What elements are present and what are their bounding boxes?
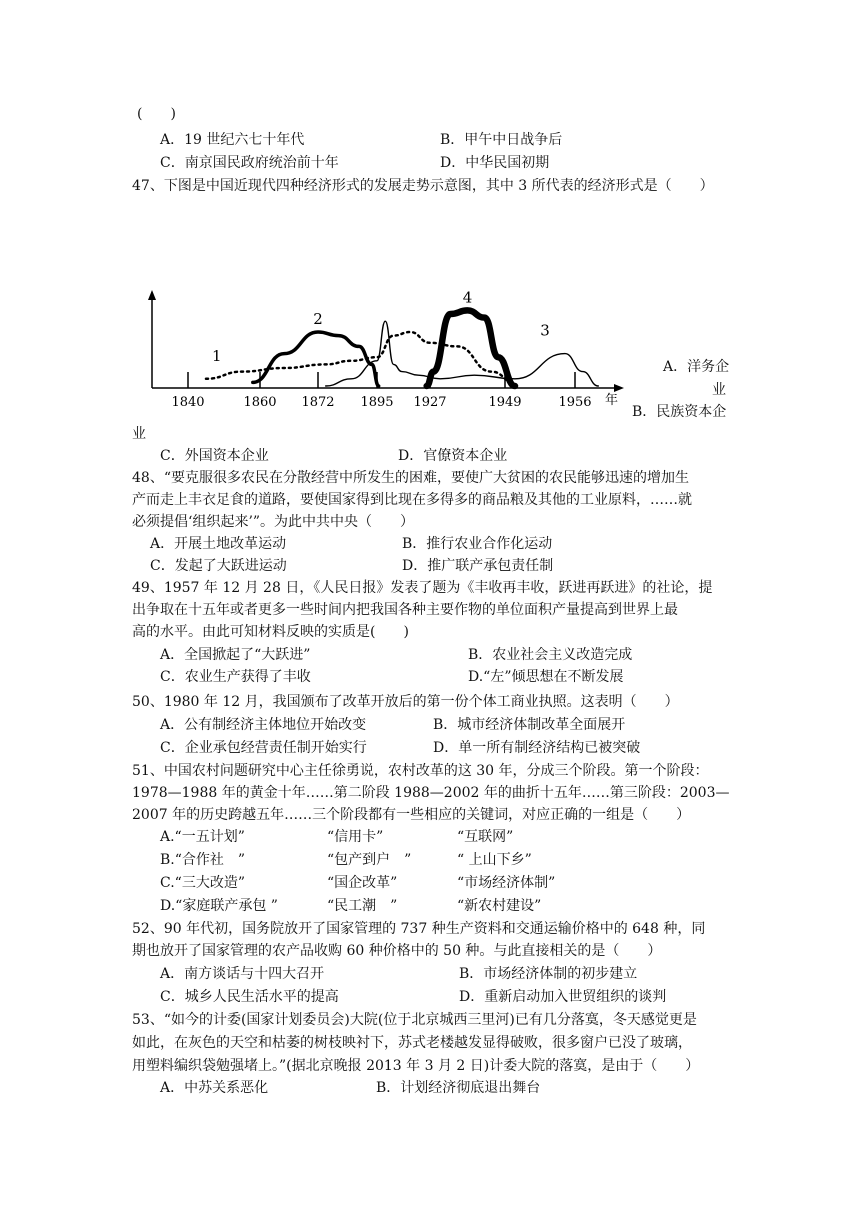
q51-line-2: 1978—1988 年的黄金十年……第二阶段 1988—2002 年的曲折十五年……第三阶段：2003—	[132, 785, 730, 801]
q47-option-b-cont: 业	[132, 426, 146, 442]
q51-option-c-2: “国企改革”	[327, 875, 398, 891]
series-label-4: 4	[462, 288, 473, 307]
q46-stem-tail: ( )	[137, 106, 176, 122]
q49-option-d[interactable]: D.“左”倾思想在不断发展	[468, 669, 624, 685]
q47-option-b[interactable]: B．民族资本企	[632, 404, 727, 420]
q50-option-b[interactable]: B．城市经济体制改革全面展开	[433, 717, 626, 733]
q47-stem: 47、下图是中国近现代四种经济形式的发展走势示意图，其中 3 所代表的经济形式是（ ）	[132, 178, 714, 194]
q51-option-c-3: “市场经济体制”	[457, 875, 556, 891]
q50-option-c[interactable]: C．企业承包经营责任制开始实行	[160, 740, 367, 756]
q49-option-c[interactable]: C．农业生产获得了丰收	[160, 669, 311, 685]
q48-line-2: 产而走上丰衣足食的道路，要使国家得到比现在多得多的商品粮及其他的工业原料，……就	[132, 492, 692, 508]
q46-option-b[interactable]: B．甲午中日战争后	[440, 132, 563, 148]
q48-line-3: 必须提倡‘组织起来’”。为此中共中央（ ）	[132, 514, 415, 530]
q53-option-b[interactable]: B．计划经济彻底退出舞台	[376, 1080, 541, 1096]
x-tick-label-1949: 1949	[488, 395, 522, 410]
q50-option-d[interactable]: D．单一所有制经济结构已被突破	[433, 740, 641, 756]
x-tick-label-1860: 1860	[243, 395, 277, 410]
x-axis-unit: 年	[605, 393, 619, 408]
x-tick-label-1927: 1927	[413, 395, 447, 410]
q51-option-a-2: “信用卡”	[327, 829, 384, 845]
q53-line-1: 53、“如今的计委(国家计划委员会)大院(位于北京城西三里河)已有几分落寞，冬天感觉更是	[132, 1012, 697, 1028]
series-label-3: 3	[540, 321, 550, 340]
q51-option-a-3: “互联网”	[457, 829, 514, 845]
q51-option-b-3: “ 上山下乡”	[457, 852, 532, 868]
x-tick-label-1872: 1872	[301, 395, 335, 410]
x-tick-label-1840: 1840	[171, 395, 205, 410]
q52-option-c[interactable]: C．城乡人民生活水平的提高	[160, 989, 339, 1005]
q47-option-a-cont: 业	[712, 382, 726, 398]
q48-option-d[interactable]: D．推广联产承包责任制	[402, 558, 554, 574]
series-label-1: 1	[212, 346, 222, 365]
q52-line-2: 期也放开了国家管理的农产品收购 60 种价格中的 50 种。与此直接相关的是（ ）	[132, 943, 662, 959]
x-axis-arrow	[614, 384, 624, 392]
q52-option-a[interactable]: A．南方谈话与十四大召开	[160, 966, 325, 982]
q48-line-1: 48、“要克服很多农民在分散经营中所发生的困难，要使广大贫困的农民能够迅速的增加生	[132, 470, 689, 486]
x-tick-label-1895: 1895	[360, 395, 394, 410]
q49-option-b[interactable]: B．农业社会主义改造完成	[468, 647, 633, 663]
y-axis-arrow	[148, 290, 156, 300]
q46-option-a[interactable]: A．19 世纪六七十年代	[160, 132, 305, 148]
q47-option-d[interactable]: D．官僚资本企业	[398, 448, 508, 464]
series-label-2: 2	[313, 310, 323, 328]
q48-option-c[interactable]: C．发起了大跃进运动	[150, 558, 287, 574]
q46-option-d[interactable]: D．中华民国初期	[440, 155, 550, 171]
q53-line-3: 用塑料编织袋勉强堵上。”(据北京晚报 2013 年 3 月 2 日)计委大院的落寞，是由于（ ）	[132, 1058, 700, 1074]
q51-line-3: 2007 年的历史跨越五年……三个阶段都有一些相应的关键词，对应正确的一组是（ ）	[132, 807, 691, 823]
q46-option-c[interactable]: C．南京国民政府统治前十年	[160, 155, 339, 171]
q49-line-1: 49、1957 年 12 月 28 日，《人民日报》发表了题为《丰收再丰收，跃进再跃进》的社论，提	[132, 580, 713, 596]
q47-option-c[interactable]: C．外国资本企业	[160, 448, 269, 464]
q49-line-2: 出争取在十五年或者更多一些时间内把我国各种主要作物的单位面积产量提高到世界上最	[132, 602, 678, 618]
q51-option-d-3: “新农村建设”	[457, 898, 542, 914]
q52-line-1: 52、90 年代初，国务院放开了国家管理的 737 种生产资料和交通运输价格中的 648 种，同	[132, 921, 706, 937]
x-tick-label-1956: 1956	[558, 395, 592, 410]
q51-option-d-1[interactable]: D.“家庭联产承包 ”	[160, 898, 278, 914]
q53-line-2: 如此，在灰色的天空和枯萎的树枝映衬下，苏式老楼越发显得破败，很多窗户已没了玻璃，	[132, 1035, 692, 1051]
q52-option-d[interactable]: D．重新启动加入世贸组织的谈判	[459, 989, 667, 1005]
q50-line-1: 50、1980 年 12 月，我国颁布了改革开放后的第一份个体工商业执照。这表明（ ）	[132, 694, 679, 710]
q49-line-3: 高的水平。由此可知材料反映的实质是( )	[132, 624, 409, 640]
economic-trend-chart	[140, 286, 630, 416]
q53-option-a[interactable]: A．中苏关系恶化	[160, 1080, 269, 1096]
q51-option-a-1[interactable]: A.“一五计划”	[160, 829, 245, 845]
q47-option-a[interactable]: A．洋务企	[663, 359, 730, 375]
q51-line-1: 51、中国农村问题研究中心主任徐勇说，农村改革的这 30 年，分成三个阶段。第一个阶段：	[132, 763, 709, 779]
q51-option-d-2: “民工潮 ”	[327, 898, 398, 914]
q51-option-b-1[interactable]: B.“合作社 ”	[160, 852, 246, 868]
q48-option-b[interactable]: B．推行农业合作化运动	[402, 536, 553, 552]
q52-option-b[interactable]: B．市场经济体制的初步建立	[459, 966, 638, 982]
q50-option-a[interactable]: A．公有制经济主体地位开始改变	[160, 717, 367, 733]
q51-option-b-2: “包产到户 ”	[327, 852, 412, 868]
q48-option-a[interactable]: A．开展土地改革运动	[150, 536, 287, 552]
q49-option-a[interactable]: A．全国掀起了“大跃进”	[160, 647, 311, 663]
q51-option-c-1[interactable]: C.“三大改造”	[160, 875, 245, 891]
